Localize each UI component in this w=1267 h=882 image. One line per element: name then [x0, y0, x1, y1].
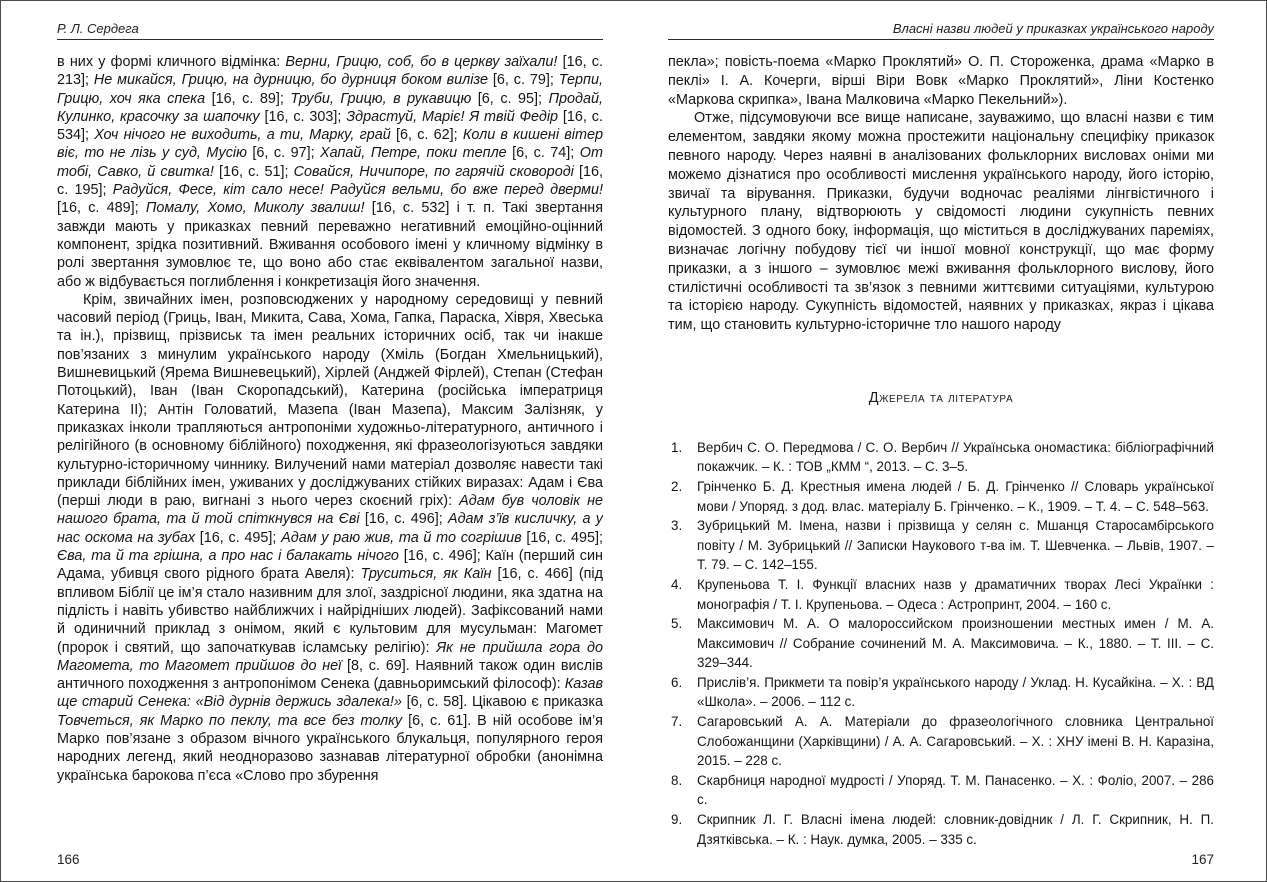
proverb-text-run: Єва, та й та грішна, а про нас і балакать нічого — [57, 548, 399, 565]
page-left — [57, 1, 603, 881]
page-number-left: 166 — [57, 852, 80, 867]
reference-item — [668, 575, 1214, 614]
page-right — [668, 1, 1214, 881]
text-run: [16, с. 213]; — [57, 54, 603, 89]
text-run: [16, с. 51]; — [213, 163, 294, 180]
proverb-text-run: Верни, Грицю, соб, бо в церкву заїхали! — [285, 54, 558, 70]
proverb-text-run: Не микайся, Грицю, на дурницю, бо дурниця боком вилізе — [93, 72, 489, 89]
reference-number: 7. — [671, 714, 683, 730]
reference-number: 6. — [671, 674, 683, 690]
proverb-text-run: Продай, Кулинко, красочку за шапочку — [57, 90, 603, 125]
proverb-text-run: Труби, Грицю, в рукавицю — [290, 90, 472, 107]
text-run: в них у формі кличного відмінка: — [57, 54, 286, 70]
text-run: [16, с. 303]; — [259, 108, 347, 125]
text-run: [16, с. 495]; — [521, 529, 603, 546]
reference-item — [668, 810, 1214, 849]
proverb-text-run: От тобі, Савко, й свитка! — [57, 145, 603, 180]
text-run: [16, с. 532] і т. п. Такі звертання завжди мають у приказках певний переважно негативний емоційно-оцінний компонент, зрідка позитивний. Вживання особового імені у кличному відмінку в ролі звертання зумовлює те, що воно або стає еквівалентом загальної назви, або ж відбувається поглиблення і конкретизація його значення. — [57, 200, 603, 290]
text-run: [6, с. 95]; — [471, 90, 549, 107]
reference-item — [668, 614, 1214, 673]
proverb-text-run: Товчеться, як Марко по пеклу, та все без толку — [57, 712, 403, 729]
text-run: Крім, звичайних імен, розповсюджених у народному середовищі у певний часовий період (Гриць, Іван, Микита, Сава, Хома, Гапка, Параска, Хівря, Хвеська та ін.), прізвищ, прізвиськ та імен реальних історичних осіб, так чи інакше пов’язаних з минулим українського народу (Хміль (Богдан Хмельницький), Вишневицький (Ярема Вишневецький), Хірлей (Анджей Фірлей), Степан (Стефан Потоцький), Іван (Іван Скоропадський), Катерина (російська імператриця Катерина II); Антін Головатий, Мазепа (Іван Мазепа), Максим Залізняк, у приказках інколи трапляються антропоніми художньо-літературного, античного і релігійного (в основному біблійного) походження, які фразеологізуються завдяки культурно-історичному чиннику. Вилучений нами матеріал дозволяє навести такі приклади біблійних імен, уживаних у досліджуваних стійких виразах: Адам і Єва (перші люди в раю, вигнані з нього через скоєний гріх): — [57, 291, 603, 510]
text-run: Отже, підсумовуючи все вище написане, зауважимо, що власні назви є тим елементом, завдяки якому можна простежити національну специфіку приказок певного народу. Через наявні в аналізованих фольклорних висловах оніми ми можемо дізнатися про особливості мислення українського народу, його історію, звичаї та вірування. Приказки, будучи водночас реаліями лінгвістичного і культурного плану, відтворюють у свідомості людини сукупність певних відомостей. З одного боку, інформація, що міститься в досліджуваних пареміях, визначає логічну побудову тієї чи іншої мовної конструкції, що має форму приказки, а з іншого – зумовлює межі вживання фольклорного вислову, його стилістичні особливості та зв’язок з певними життєвими ситуаціями, культурою та історією народу. Сукупність відомостей, наявних у приказках, якраз і цікава тим, що становить культурно-історичне тло нашого народу — [668, 110, 1214, 334]
left-page-body — [57, 53, 603, 785]
reference-number: 2. — [671, 478, 683, 494]
running-head-title: Власні назви людей у приказках українського народу — [892, 21, 1214, 36]
reference-item — [668, 477, 1214, 516]
proverb-text-run: Коли в кишені вітер віє, то не лізь у суд, Мусію — [57, 127, 603, 162]
text-run: [16, с. 496]; — [359, 511, 448, 528]
reference-text: Грінченко Б. Д. Крестныя имена людей / Б. Д. Грінченко // Словарь української мови / Упоряд. з дод. влас. матеріалу Б. Грінченко. – К., 1909. – Т. 4. – С. 548–563. — [697, 478, 1214, 514]
running-head-author: Р. Л. Сердега — [57, 21, 139, 36]
reference-text: Скрипник Л. Г. Власні імена людей: словник-довідник / Л. Г. Скрипник, Н. П. Дзятківська. – К. : Наук. думка, 2005. – 335 с. — [697, 812, 1214, 847]
reference-item — [668, 516, 1214, 575]
body-paragraph — [57, 53, 603, 291]
body-paragraph — [57, 291, 603, 785]
reference-number: 9. — [671, 812, 683, 828]
text-run: пекла»; повість-поема «Марко Проклятий» О. П. Стороженка, драма «Марко в пеклі» І. А. Кочерги, вірші Віри Вовк «Марко Проклятий», Ліни Костенко «Маркова скрипка», Івана Малковича «Марко Пекельний»). — [668, 54, 1214, 108]
text-run: [6, с. 62]; — [390, 127, 463, 144]
text-run: [6, с. 58]. Цікавою є приказка — [401, 694, 603, 711]
proverb-text-run: Хапай, Петре, поки тепле — [320, 145, 507, 162]
text-run: [16, с. 489]; — [57, 200, 146, 217]
proverb-text-run: Совайся, Ничипоре, по гарячій сковороді — [293, 163, 574, 180]
reference-item — [668, 438, 1214, 477]
reference-number: 5. — [671, 616, 683, 632]
proverb-text-run: Помалу, Хомо, Миколу звалиш! — [145, 200, 365, 217]
text-run: [16, с. 89]; — [205, 90, 291, 107]
reference-number: 4. — [671, 576, 683, 592]
body-paragraph — [668, 53, 1214, 109]
reference-text: Зубрицький М. Імена, назви і прізвища у селян с. Мшанця Старосамбірського повіту / М. Зубрицький // Записки Наукового т-ва ім. Т. Шевченка. – Львів, 1907. – Т. 79. – С. 142–155. — [697, 518, 1214, 573]
reference-text: Крупеньова Т. І. Функції власних назв у драматичних творах Лесі Українки : монографія / Т. І. Крупеньова. – Одеса : Астропринт, 2004. – 160 с. — [697, 576, 1214, 612]
right-page-body — [668, 53, 1214, 849]
reference-item — [668, 712, 1214, 771]
reference-item — [668, 771, 1214, 810]
reference-text: Сагаровський А. А. Матеріали до фразеологічного словника Центральної Слобожанщини (Харківщини) / А. А. Сагаровський. – Х. : ХНУ імені В. Н. Каразіна, 2015. – 228 с. — [697, 714, 1214, 769]
text-run: [16, с. 495]; — [195, 529, 282, 546]
reference-item — [668, 673, 1214, 712]
header-divider — [57, 39, 603, 40]
proverb-text-run: Адам з’їв кисличку, а у нас оскома на зубах — [57, 511, 603, 546]
text-run: [16, с. 496]; Каїн (перший син Адама, убивця свого рідного брата Авеля): — [57, 548, 603, 583]
proverb-text-run: Радуйся, Фесе, кіт сало несе! Радуйся вельми, бо вже перед дверми! — [112, 182, 603, 199]
proverb-text-run: Здрастуй, Маріє! Я твій Федір — [346, 108, 559, 125]
page-number-right: 167 — [1191, 852, 1214, 867]
text-run: [6, с. 61]. В ній особове ім’я Марко пов’язане з образом вічного українського блукальця, популярного героя народних легенд, який неодноразово зазнавав літературної обробки (анонімна українська барокова п’єса «Слово про збурення — [57, 712, 603, 784]
references-list — [668, 438, 1214, 849]
proverb-text-run: Терпи, Грицю, хоч яка спека — [57, 72, 603, 107]
header-divider — [668, 39, 1214, 40]
reference-text: Максимович М. А. О малороссийском произношении местных имен / М. А. Максимович // Собрание сочинений М. А. Максимовича. – К., 1880. – Т. ІІІ. – С. 329–344. — [697, 616, 1214, 671]
references-heading: Джерела та література — [868, 389, 1014, 406]
proverb-text-run: Адам був чоловік не нашого брата, та й той спіткнувся на Єві — [57, 493, 603, 528]
proverb-text-run: Хоч нічого не виходить, а ти, Марку, грай — [94, 127, 391, 144]
text-run: [6, с. 79]; — [488, 72, 559, 89]
text-run: [8, с. 69]. Наявний також один вислів античного походження з антропонімом Сенека (давньоримський філософ): — [57, 657, 603, 693]
text-run: [16, с. 466] (під впливом Біблії це ім’я стало називним для злої, заздрісної людини, яка здатна на підлість і навіть убивство найближчих і найрідніших людей). Зафіксований нами й одиничний приклад з онімом, який є культовим для мусульман: Магомет (пророк і святий, що започаткував ісламську релігію): — [57, 566, 603, 656]
reference-text: Вербич С. О. Передмова / С. О. Вербич // Українська ономастика: бібліографічний покажчик. – К. : ТОВ „КММ “, 2013. – С. 3–5. — [697, 439, 1214, 475]
text-run: [6, с. 97]; — [246, 145, 321, 162]
proverb-text-run: Як не прийшла гора до Магомета, то Магомет прийшов до неї — [57, 639, 603, 674]
reference-number: 3. — [671, 518, 683, 534]
reference-number: 8. — [671, 772, 683, 788]
proverb-text-run: Казав ще старий Сенека: «Від дурнів держись здалека!» — [57, 676, 603, 711]
right-page-paragraphs — [668, 53, 1214, 335]
reference-text: Скарбниця народної мудрості / Упоряд. Т. М. Панасенко. – Х. : Фоліо, 2007. – 286 с. — [697, 772, 1214, 808]
reference-number: 1. — [671, 439, 683, 455]
reference-text: Прислів’я. Прикмети та повір’я українського народу / Уклад. Н. Кусайкіна. – Х. : ВД «Школа». – 2006. – 112 с. — [697, 674, 1214, 710]
text-run: [16, с. 534]; — [57, 108, 603, 144]
text-run: [6, с. 74]; — [506, 145, 580, 162]
proverb-text-run: Труситься, як Каїн — [360, 566, 492, 583]
body-paragraph — [668, 109, 1214, 335]
text-run: [16, с. 195]; — [57, 163, 603, 199]
proverb-text-run: Адам у раю жив, та й то согрішив — [281, 529, 522, 546]
